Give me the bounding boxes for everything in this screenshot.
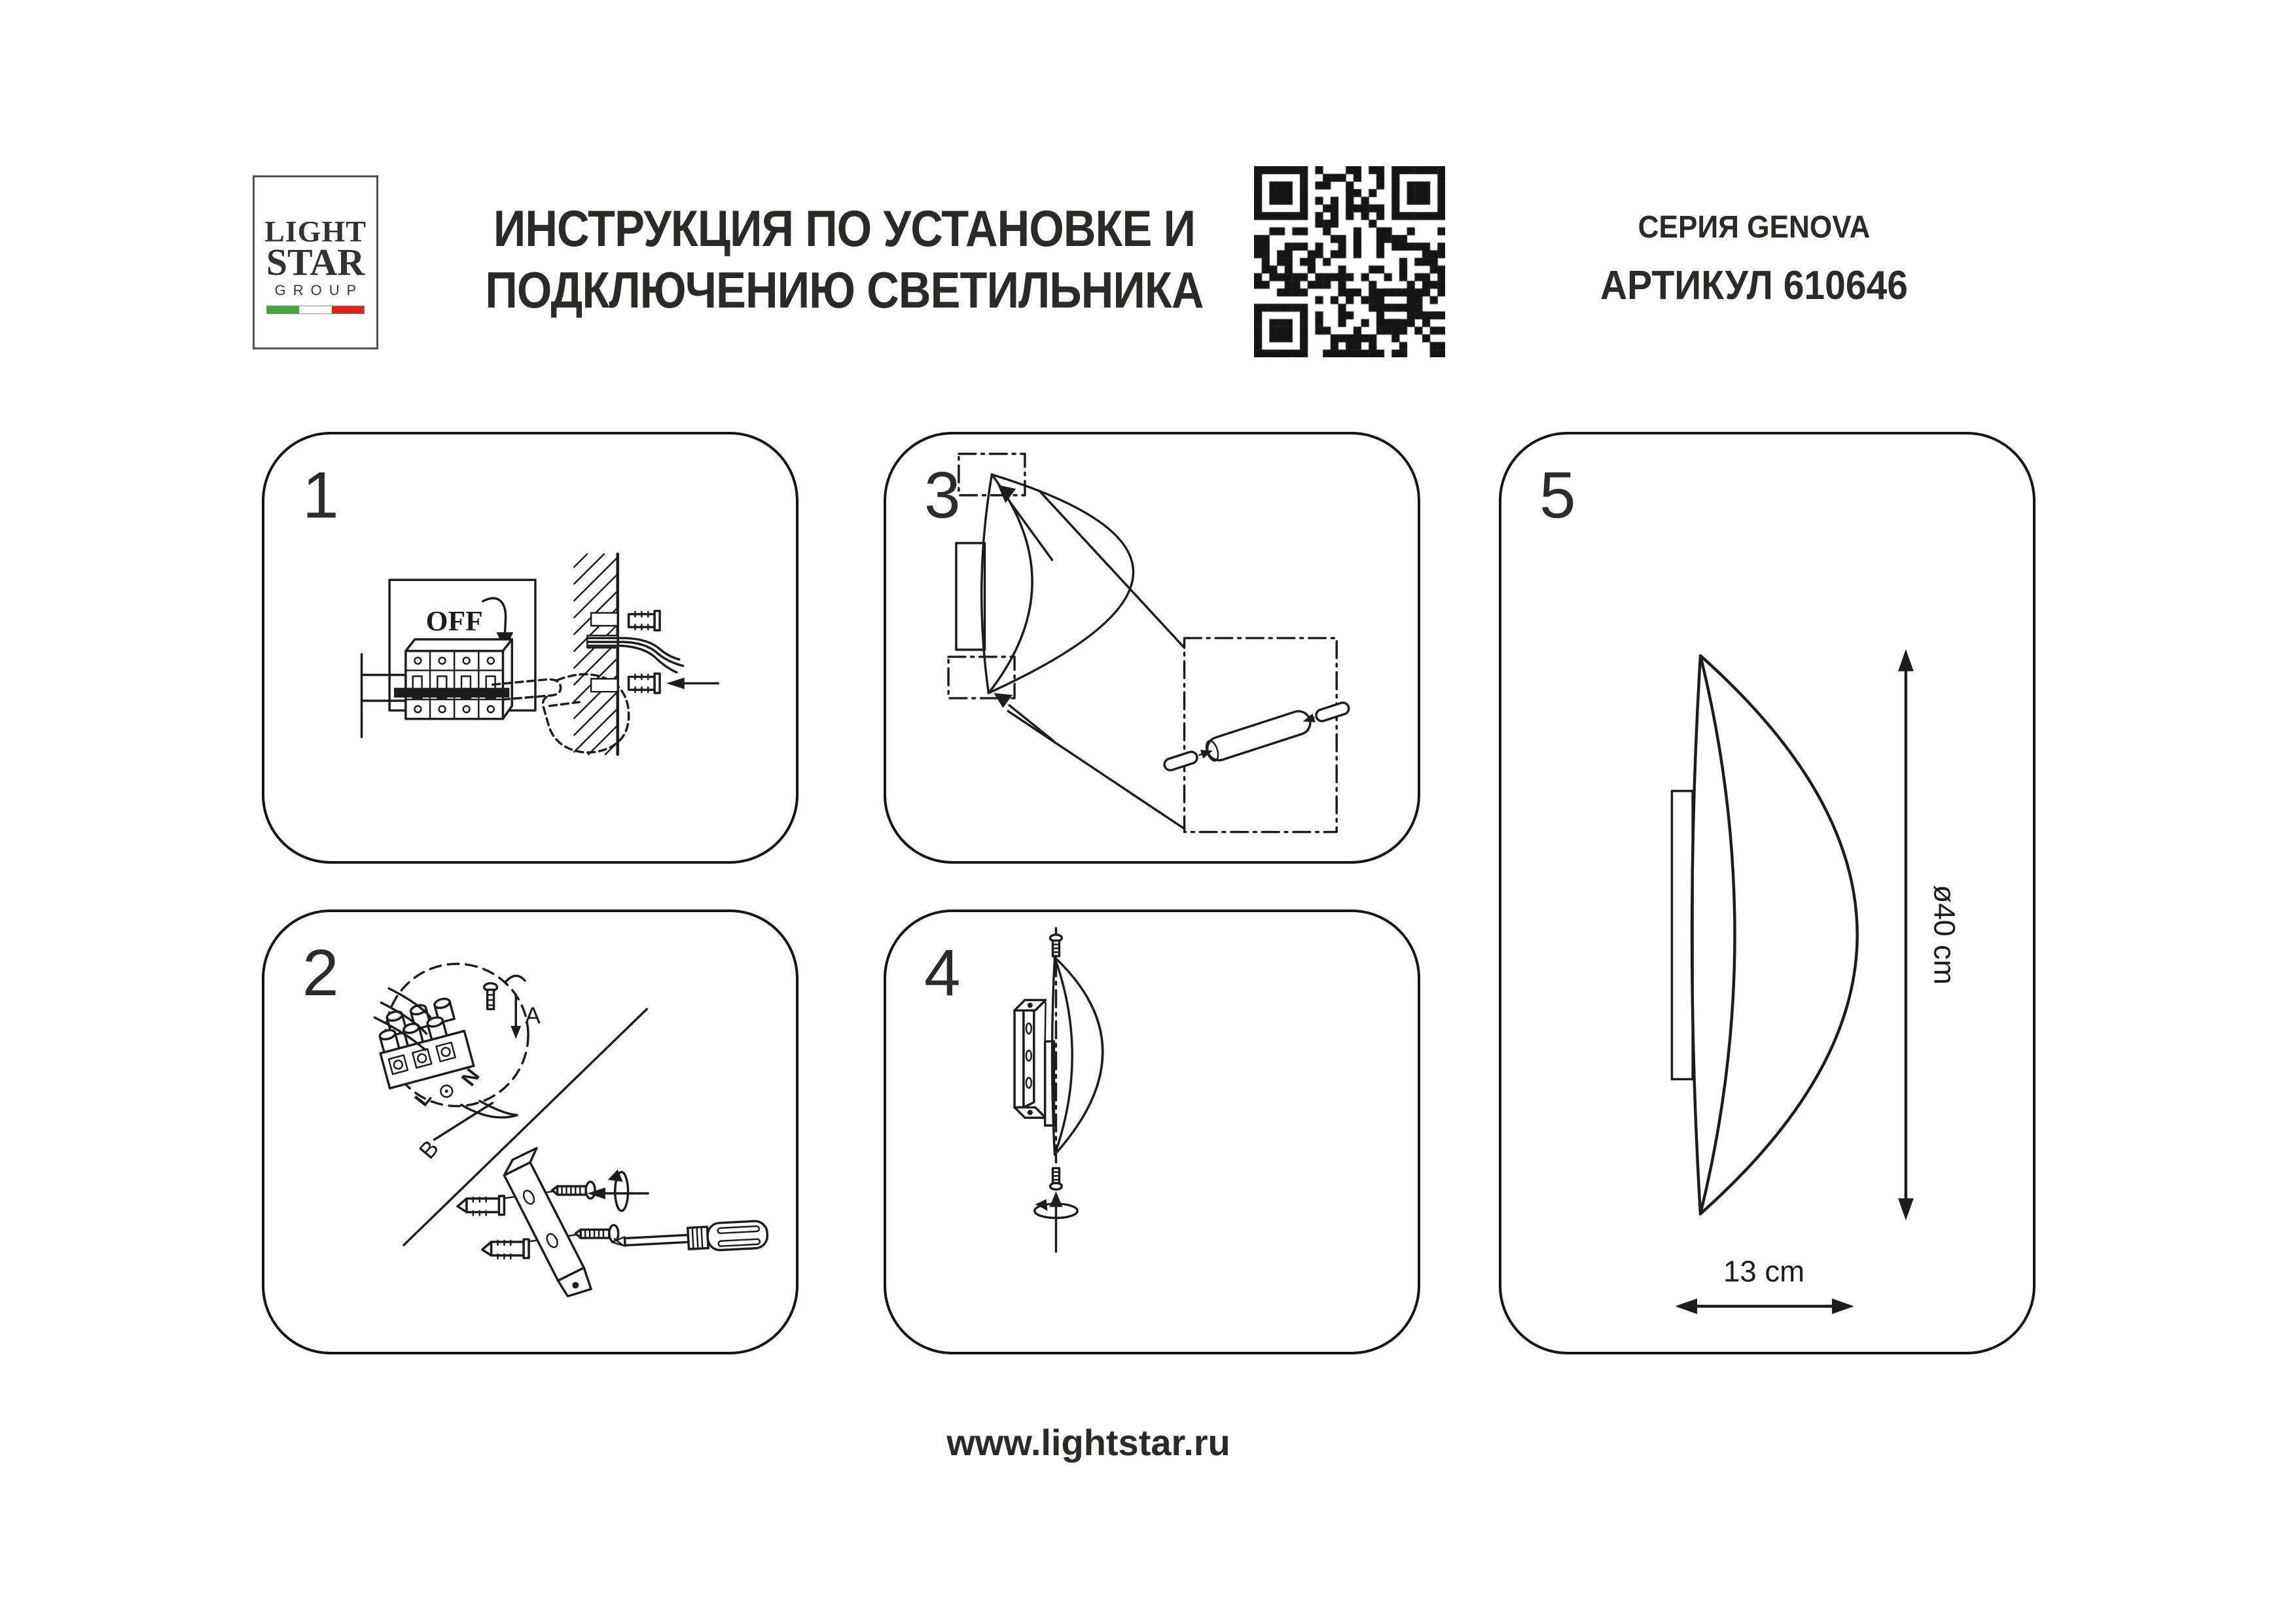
screw-bottom <box>1050 1168 1062 1190</box>
lamp-side-view <box>1045 957 1103 1154</box>
step-1-number: 1 <box>302 459 339 532</box>
step-3-panel <box>884 432 1420 864</box>
page-title <box>470 198 1219 321</box>
lamp-side-view <box>956 474 1134 693</box>
depth-label: 13 cm <box>1723 1254 1805 1288</box>
step-5-number: 5 <box>1539 459 1576 532</box>
step-4-panel <box>884 909 1420 1354</box>
off-label: OFF <box>425 605 483 637</box>
step-4-drawing <box>886 912 1418 1352</box>
screw-turn-curl <box>505 976 525 981</box>
diameter-label: ø40 cm <box>1928 885 1962 985</box>
drill-hole-top <box>591 613 618 626</box>
step-1-panel <box>262 432 798 864</box>
logo-word-group: GROUP <box>274 282 364 298</box>
step-5-drawing <box>1501 434 2033 1352</box>
qr-code-canvas <box>1254 166 1445 357</box>
title-line-2: ПОДКЛЮЧЕНИЮ СВЕТИЛЬНИКА <box>485 261 1204 319</box>
power-off-inset <box>362 580 629 752</box>
step-4-number: 4 <box>924 936 961 1010</box>
screw-2 <box>575 1225 618 1242</box>
label-n: N <box>456 1064 484 1091</box>
step-2-drawing <box>264 912 796 1352</box>
pin-right <box>1315 701 1350 723</box>
wall-plate <box>1672 791 1693 1079</box>
circuit-breaker-icon <box>362 639 512 737</box>
arrow-a <box>511 995 521 1038</box>
qr-code <box>1254 166 1445 357</box>
screwdriver-icon <box>611 1220 768 1256</box>
label-b: B <box>414 1135 444 1164</box>
detail-leader-top <box>1040 491 1185 648</box>
logo-word-light: LIGHT <box>264 215 367 248</box>
italian-flag-stripe <box>266 306 365 314</box>
wall-plug-2 <box>482 1239 529 1259</box>
breaker-off-bar <box>394 688 509 697</box>
screw-top <box>1050 935 1062 957</box>
latch-arrow-bottom <box>994 693 1053 741</box>
pin-left <box>1163 750 1198 772</box>
title-line-1: ИНСТРУКЦИЯ ПО УСТАНОВКЕ И <box>493 200 1196 257</box>
flag-red <box>332 306 364 313</box>
wall-section <box>574 554 718 754</box>
lamp-dimension-view <box>1672 656 1857 1214</box>
flag-green <box>267 306 299 313</box>
screw-1 <box>552 1182 595 1199</box>
logo-word-star: STAR <box>266 241 365 283</box>
detail-leader-bottom <box>1008 711 1184 829</box>
step-3-drawing <box>886 434 1418 861</box>
sleeve-tube <box>1204 708 1313 763</box>
loose-screw-icon <box>484 983 497 1010</box>
pin-detail <box>1161 696 1352 777</box>
flag-white <box>299 306 331 313</box>
mounting-bracket <box>1014 1000 1046 1124</box>
article-number: АРТИКУЛ 610646 <box>1600 263 1909 308</box>
step-2-panel <box>262 909 798 1354</box>
depth-dimension <box>1675 1255 1854 1315</box>
lightstar-logo <box>253 175 378 349</box>
diameter-dimension <box>1898 649 1961 1220</box>
wall-plug-1 <box>457 1196 504 1216</box>
bracket-assembly <box>457 1148 768 1296</box>
wall-hatching <box>574 554 617 754</box>
step-1-drawing <box>264 434 796 861</box>
screw-rotation-icon <box>587 1169 648 1210</box>
drill-hole-bottom <box>591 679 618 692</box>
step-5-panel <box>1499 432 2036 1354</box>
step-3-number: 3 <box>924 459 961 532</box>
latch-zone-bottom <box>948 657 1014 698</box>
wall-plug-bottom <box>629 674 660 694</box>
label-a: A <box>525 1002 541 1029</box>
product-info <box>1543 211 1965 308</box>
series-name: СЕРИЯ GENOVA <box>1638 210 1871 245</box>
step-2-number: 2 <box>302 936 339 1010</box>
website-url: www.lightstar.ru <box>946 1422 1230 1463</box>
wall-plug-top <box>629 611 660 631</box>
label-l: L <box>409 1086 437 1111</box>
outgoing-wire <box>434 1101 517 1140</box>
mounting-bracket <box>504 1162 584 1280</box>
insert-arrow-icon <box>666 677 718 689</box>
